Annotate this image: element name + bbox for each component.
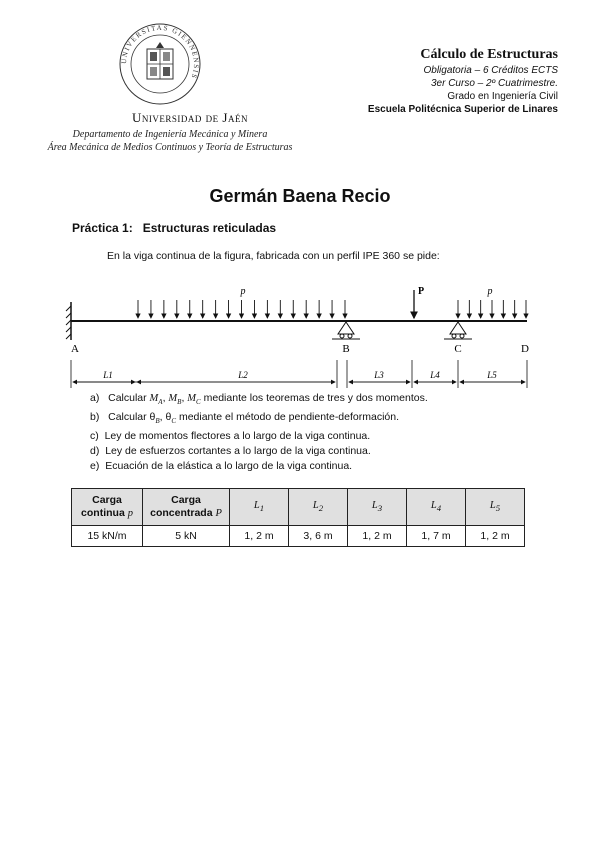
cell-l5: 1, 2 m xyxy=(466,526,525,547)
university-name: Universidad de Jaén xyxy=(132,110,248,125)
length-label-l2: L2 xyxy=(238,370,248,380)
cell-l3: 1, 2 m xyxy=(348,526,407,547)
roller-support-c-icon xyxy=(444,322,472,339)
distributed-load-label: p xyxy=(240,286,246,297)
header-l4: $L_4$ xyxy=(407,489,466,526)
table-header-row xyxy=(72,489,525,526)
header-carga-continua: Carga continua p xyxy=(72,489,143,526)
length-label-l3: L3 xyxy=(374,370,384,380)
school-name: Escuela Politécnica Superior de Linares xyxy=(367,104,558,115)
distributed-load-arrows xyxy=(138,300,345,318)
task-c: c) Ley de momentos flectores a lo largo de la viga continua. xyxy=(90,430,371,442)
author-name: Germán Baena Recio xyxy=(209,186,391,206)
department-name: Departamento de Ingeniería Mecánica y Minera xyxy=(72,129,268,140)
distributed-load-right-arrows xyxy=(458,300,526,318)
length-label-l1: L1 xyxy=(103,370,113,380)
distributed-load-right-label: p xyxy=(487,286,493,297)
course-type: Obligatoria – 6 Créditos ECTS xyxy=(423,65,558,76)
header-l2: $L_2$ xyxy=(289,489,348,526)
cell-l1: 1, 2 m xyxy=(230,526,289,547)
dimension-lines xyxy=(71,360,527,388)
cell-l2: 3, 6 m xyxy=(289,526,348,547)
support-label-b: B xyxy=(342,343,350,355)
area-name: Área Mecánica de Medios Continuos y Teoría de Estructuras xyxy=(47,142,293,153)
degree-name: Grado en Ingeniería Civil xyxy=(447,91,558,102)
support-label-c: C xyxy=(454,343,462,355)
cell-l4: 1, 7 m xyxy=(407,526,466,547)
support-label-d: D xyxy=(521,343,529,355)
seal-ring-text: UNIVERSITAS GIENNENSIS xyxy=(119,23,201,81)
cell-p: 15 kN/m xyxy=(72,526,143,547)
fixed-support-a-icon xyxy=(66,302,71,340)
length-label-l5: L5 xyxy=(487,370,497,380)
header-carga-concentrada: Carga concentrada P xyxy=(143,489,230,526)
table-row xyxy=(72,526,525,547)
university-seal-logo xyxy=(118,22,202,106)
header-l1: $L_1$ xyxy=(230,489,289,526)
course-title: Cálculo de Estructuras xyxy=(420,47,558,62)
department-block xyxy=(20,128,320,154)
roller-support-b-icon xyxy=(332,322,360,339)
task-d: d) Ley de esfuerzos cortantes a lo largo de la viga continua. xyxy=(90,445,371,457)
task-b: b) Calcular $\theta_B$, $\theta_C$ mediante el método de pendiente-deformación. xyxy=(90,411,400,426)
task-a: a) Calcular $M_A$, $M_B$, $M_C$ mediante los teoremas de tres y dos momentos. xyxy=(90,392,428,407)
task-list xyxy=(90,391,428,474)
course-info xyxy=(368,46,558,116)
continuous-beam-diagram xyxy=(60,278,540,388)
header-l5: $L_5$ xyxy=(466,489,525,526)
practice-number: Práctica 1: xyxy=(72,221,133,235)
support-label-a: A xyxy=(71,343,79,355)
task-e: e) Ecuación de la elástica a lo largo de la viga continua. xyxy=(90,460,353,472)
practice-title: Estructuras reticuladas xyxy=(142,221,277,235)
data-table xyxy=(71,488,525,547)
header-l3: $L_3$ xyxy=(348,489,407,526)
cell-P: 5 kN xyxy=(143,526,230,547)
practice-heading xyxy=(72,221,276,235)
point-load-label: P xyxy=(418,286,425,297)
problem-statement: En la viga continua de la figura, fabricada con un perfil IPE 360 se pide: xyxy=(107,250,440,262)
length-label-l4: L4 xyxy=(430,370,440,380)
course-year: 3er Curso – 2º Cuatrimestre. xyxy=(430,78,558,89)
